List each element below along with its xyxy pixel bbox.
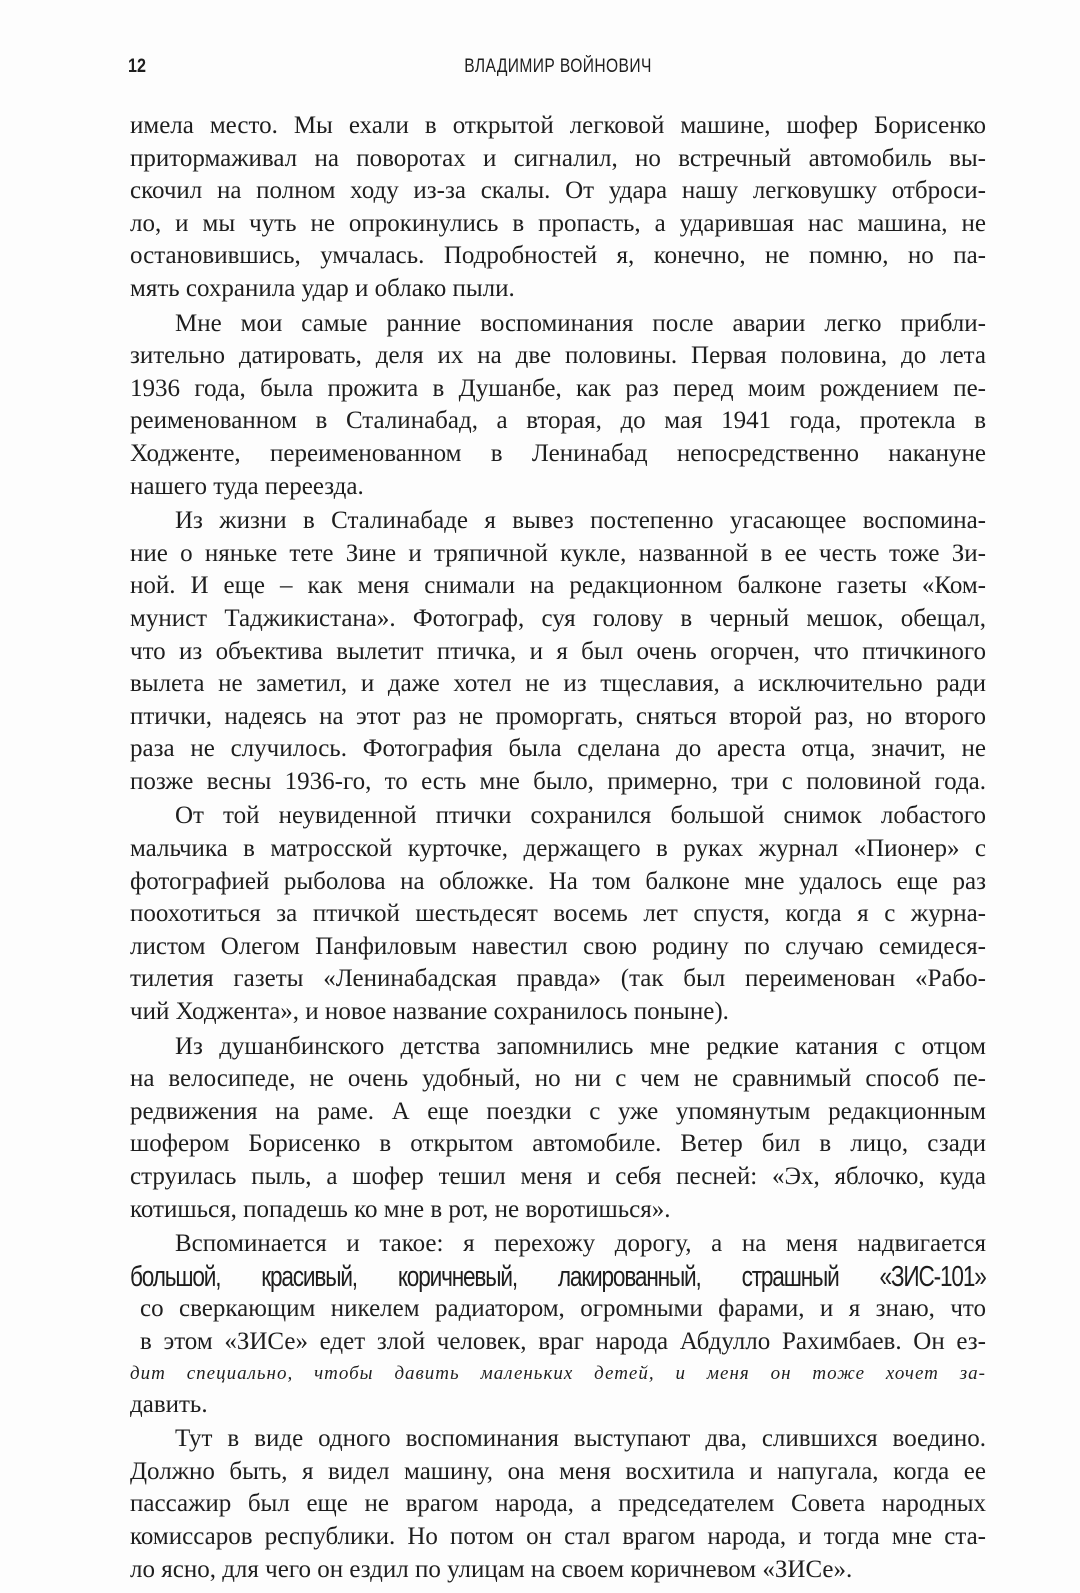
body-text <box>130 110 986 1586</box>
text-line: на велосипеде, не очень удобный, но ни с чем не сравнимый способ пе- <box>130 1065 986 1093</box>
text-line: струилась пыль, а шофер тешил меня и себя песней: «Эх, яблочко, куда <box>130 1163 986 1190</box>
text-line: скочил на полном ходу из-за скалы. От удара нашу легковушку отброси- <box>130 177 986 205</box>
text-line: притормаживал на поворотах и сигналил, но встречный автомобиль вы- <box>130 144 986 172</box>
text-line: пассажир был еще не врагом народа, а председателем Совета народных <box>130 1490 986 1518</box>
text-line: котишься, попадешь ко мне в рот, не воротишься». <box>130 1195 671 1223</box>
text-line: имела место. Мы ехали в открытой легковой машине, шофер Борисенко <box>130 112 986 139</box>
text-line: ние о няньке тете Зине и тряпичной кукле, названной в ее честь тоже Зи- <box>130 539 986 567</box>
text-line: Из душанбинского детства запомнились мне редкие катания с отцом <box>175 1032 986 1060</box>
text-line: Ходженте, переименованном в Ленинабад непосредственно накануне <box>130 439 986 467</box>
text-line: позже весны 1936-го, то есть мне было, примерно, три с половиной года. <box>130 767 986 795</box>
text-line: фотографией рыболова на обложке. На том балконе мне удалось еще раз <box>130 867 986 895</box>
text-line: вылета не заметил, и даже хотел не из тщеславия, а исключительно ради <box>130 670 986 698</box>
paragraph <box>130 505 986 798</box>
text-line: ло ясно, для чего он ездил по улицам на своем коричневом «ЗИСе». <box>130 1555 853 1583</box>
text-line: листом Олегом Панфиловым навестил свою родину по случаю семидеся- <box>130 932 986 960</box>
text-line: со сверкающим никелем радиатором, огромными фарами, и я знаю, что <box>140 1295 986 1323</box>
text-line: Вспоминается и такое: я перехожу дорогу, а на меня надвигается <box>175 1230 986 1258</box>
paragraph <box>130 308 986 504</box>
text-line: Должно быть, я видел машину, она меня восхитила и напугала, когда ее <box>130 1457 986 1485</box>
text-line: остановившись, умчалась. Подробностей я, конечно, не помню, но па- <box>130 242 986 270</box>
text-line: нашего туда переезда. <box>130 472 364 500</box>
text-line: поохотиться за птичкой шестьдесят восемь лет спустя, когда я с журна- <box>130 900 986 928</box>
text-line: реименованном в Сталинабад, а вторая, до мая 1941 года, протекла в <box>130 407 986 435</box>
text-line: что из объектива вылетит птичка, и я был очень огорчен, что птичкиного <box>130 637 986 665</box>
text-line: редвижения на раме. А еще поездки с уже упомянутым редакционным <box>130 1097 986 1125</box>
text-line: шофером Борисенко в открытом автомобиле. Ветер бил в лицо, сзади <box>130 1130 986 1158</box>
running-title: ВЛАДИМИР ВОЙНОВИЧ <box>464 56 652 77</box>
text-line: Мне мои самые ранние воспоминания после аварии легко прибли- <box>175 309 986 337</box>
text-line: чий Ходжента», и новое название сохранилось поныне). <box>130 998 729 1026</box>
text-line: давить. <box>130 1390 208 1418</box>
text-line: комиссаров республики. Но потом он стал врагом народа, и тогда мне ста- <box>130 1522 986 1550</box>
text-line: От той неувиденной птички сохранился большой снимок лобастого <box>175 802 986 830</box>
text-line: мальчика в матросской курточке, держащего в руках журнал «Пионер» с <box>130 835 986 863</box>
text-line: ло, и мы чуть не опрокинулись в пропасть, а ударившая нас машина, не <box>130 209 986 237</box>
text-line: ной. И еще – как меня снимали на редакционном балконе газеты «Ком- <box>130 572 986 600</box>
text-line-italic: дит специально, чтобы давить маленьких детей, и меня он тоже хочет за- <box>130 1362 986 1384</box>
text-line: Тут в виде одного воспоминания выступают два, слившихся воедино. <box>175 1425 986 1453</box>
paragraph <box>130 800 986 1028</box>
page-number: 12 <box>128 56 146 77</box>
text-line: тилетия газеты «Ленинабадская правда» (так был переименован «Рабо- <box>130 965 986 993</box>
paragraph <box>130 1423 986 1586</box>
paragraph <box>130 1228 986 1421</box>
paragraph <box>130 110 986 306</box>
text-line: в этом «ЗИСе» едет злой человек, враг народа Абдулло Рахимбаев. Он ез- <box>140 1327 986 1355</box>
text-line: птички, надеясь на этот раз не проморгать, сняться второй раз, но второго <box>130 702 986 730</box>
text-line: мунист Таджикистана». Фотограф, суя голову в черный мешок, обещал, <box>130 604 986 632</box>
text-line: зительно датировать, деля их на две половины. Первая половина, до лета <box>130 342 986 370</box>
text-line-condensed: большой, красивый, коричневый, лакированный, страшный «ЗИС-101» <box>130 1260 986 1293</box>
paragraph <box>130 1031 986 1227</box>
text-line: 1936 года, была прожита в Душанбе, как раз перед моим рождением пе- <box>130 374 986 402</box>
running-header <box>128 56 988 86</box>
text-line: Из жизни в Сталинабаде я вывез постепенно угасающее воспомина- <box>175 507 986 535</box>
text-line: раза не случилось. Фотография была сделана до ареста отца, значит, не <box>130 735 986 763</box>
text-line: мять сохранила удар и облако пыли. <box>130 274 515 302</box>
